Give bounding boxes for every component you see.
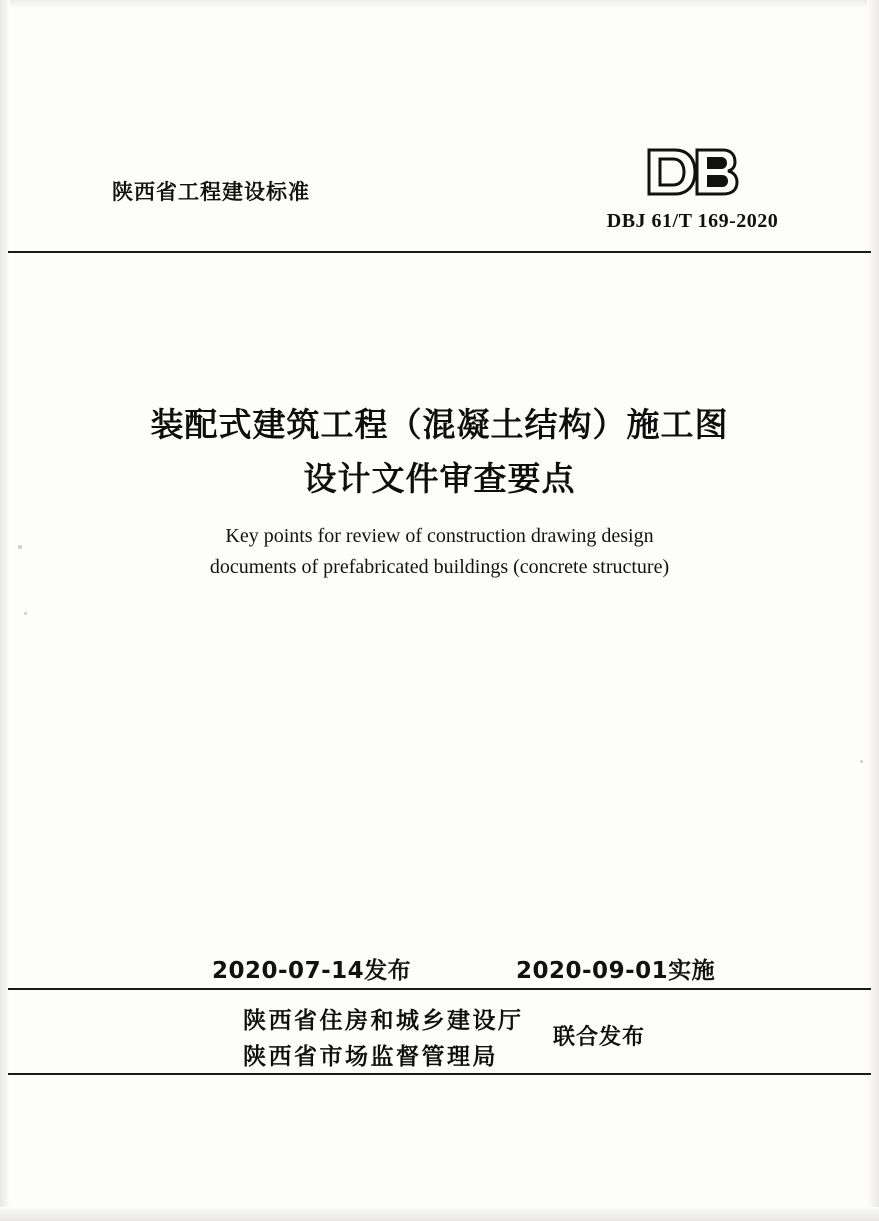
standard-code: DBJ 61/T 169-2020 bbox=[606, 210, 779, 232]
scan-edge-right bbox=[867, 0, 879, 1221]
page-title-line1: 装配式建筑工程（混凝土结构）施工图 bbox=[150, 405, 729, 444]
page-subtitle-line2: documents of prefabricated buildings (concrete structure) bbox=[209, 556, 670, 578]
scan-edge-top bbox=[0, 0, 879, 8]
scan-edge-left bbox=[0, 0, 10, 1221]
divider-middle bbox=[8, 988, 871, 990]
joint-issue-label: 联合发布 bbox=[553, 1025, 646, 1050]
page-title bbox=[0, 398, 879, 506]
page-subtitle-en bbox=[0, 521, 879, 583]
scan-speck bbox=[860, 760, 863, 763]
scan-edge-bottom bbox=[0, 1207, 879, 1221]
effective-date: 2020-09-01实施 bbox=[516, 958, 716, 984]
issue-date: 2020-07-14发布 bbox=[212, 958, 412, 984]
publisher-list bbox=[243, 1003, 524, 1075]
publisher-item: 陕西省住房和城乡建设厅 bbox=[243, 1008, 524, 1034]
page-title-line2: 设计文件审查要点 bbox=[303, 459, 576, 498]
page-subtitle-line1: Key points for review of construction drawing design bbox=[225, 525, 654, 547]
db-logo-icon bbox=[645, 146, 741, 198]
publisher-item: 陕西省市场监督管理局 bbox=[243, 1044, 498, 1070]
divider-top bbox=[8, 251, 871, 253]
standard-series-label: 陕西省工程建设标准 bbox=[112, 180, 310, 204]
scan-speck bbox=[24, 612, 27, 615]
